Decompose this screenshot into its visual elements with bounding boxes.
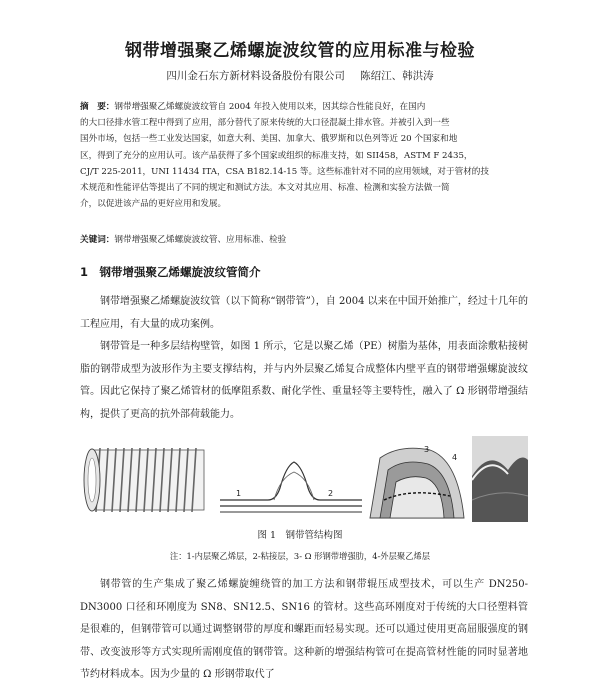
section-heading: 1 钢带增强聚乙烯螺旋波纹管简介 xyxy=(80,265,261,279)
paragraph-3: 钢带管的生产集成了聚乙烯螺旋缠绕管的加工方法和钢带辊压成型技术，可以生产 DN250-DN3000 口径和环刚度为 SN8、SN12.5、SN16 的管材。这些高环刚度对于传统的大口径塑料管是很难的，但钢带管可以通过调整钢带的厚度和螺距而轻易实现。还可以通过使用更高屈服强度的钢带、改变波形等方式实现所需刚度值的钢带管。这种新的增强结构管可在提高管材性能的同时显著地节约材料成本。因为少量的 Ω 形钢带取代了 xyxy=(80,579,528,680)
abstract-line-1: 钢带增强聚乙烯螺旋波纹管自 2004 年投入使用以来，因其综合性能良好，在国内 xyxy=(114,102,426,112)
abstract-line-2: 的大口径排水管工程中得到了应用，部分替代了原来传统的大口径混凝土排水管。并被引入到一些 xyxy=(80,118,450,129)
abstract xyxy=(80,99,525,212)
abstract-label: 摘 要： xyxy=(80,102,115,112)
paragraph-2: 钢带管是一种多层结构壁管，如图 1 所示，它是以聚乙烯（PE）树脂为基体，用表面涂敷粘接树脂的钢带成型为波形作为主要支撑结构，并与内外层聚乙烯复合成整体内壁平直的钢带增强螺旋波纹管。因此它保持了聚乙烯管材的低摩阻系数、耐化学性、重量轻等主要特性，融入了 Ω 形钢带增强结构，提供了更高的抗外部荷载能力。 xyxy=(80,341,528,420)
author-names: 陈绍江、韩洪涛 xyxy=(360,70,434,82)
layered-cutaway xyxy=(370,445,464,518)
figure-1 xyxy=(80,430,528,522)
figure-note: 注：1-内层聚乙烯层，2-粘接层，3- Ω 形钢带增强肋，4-外层聚乙烯层 xyxy=(169,551,431,561)
svg-text:2: 2 xyxy=(328,489,334,498)
figure-caption: 图 1 钢带管结构图 xyxy=(257,530,343,541)
affiliation: 四川金石东方新材料设备股份有限公司 xyxy=(166,70,345,82)
paper-title: 钢带增强聚乙烯螺旋波纹管的应用标准与检验 xyxy=(125,41,475,61)
omega-profile-section xyxy=(220,462,362,512)
pipe-structure-figure xyxy=(80,430,528,522)
author-line xyxy=(0,68,600,83)
keywords-text: 钢带增强聚乙烯螺旋波纹管、应用标准、检验 xyxy=(114,235,287,245)
abstract-line-6: 术规范和性能评估等提出了不同的规定和测试方法。本文对其应用、标准、检测和实验方法做一简 xyxy=(80,183,450,194)
abstract-line-5: CJ/T 225-2011，UNI 11434 ITA，CSA B182.14-15 等。这些标准针对不同的应用领域，对于管材的技 xyxy=(80,166,489,177)
svg-text:3: 3 xyxy=(424,445,430,454)
pipe-side-view xyxy=(84,448,204,512)
pipe-photo xyxy=(472,436,528,522)
abstract-line-4: 区，得到了充分的应用认可。该产品获得了多个国家或组织的标准支持，如 SII458，ASTM F 2435， xyxy=(80,150,473,161)
paragraph-1: 钢带增强聚乙烯螺旋波纹管（以下简称“钢带管”），自 2004 以来在中国开始推广，经过十几年的工程应用，有大量的成功案例。 xyxy=(80,296,528,330)
abstract-line-3: 国外市场，包括一些工业发达国家，如意大利、美国、加拿大、俄罗斯和以色列等近 20 个国家和地 xyxy=(80,134,458,145)
abstract-line-7: 介，以促进该产品的更好应用和发展。 xyxy=(80,199,227,210)
keywords-label: 关键词： xyxy=(80,235,115,245)
keywords xyxy=(80,233,525,245)
svg-text:1: 1 xyxy=(236,489,242,498)
svg-text:4: 4 xyxy=(452,453,458,462)
